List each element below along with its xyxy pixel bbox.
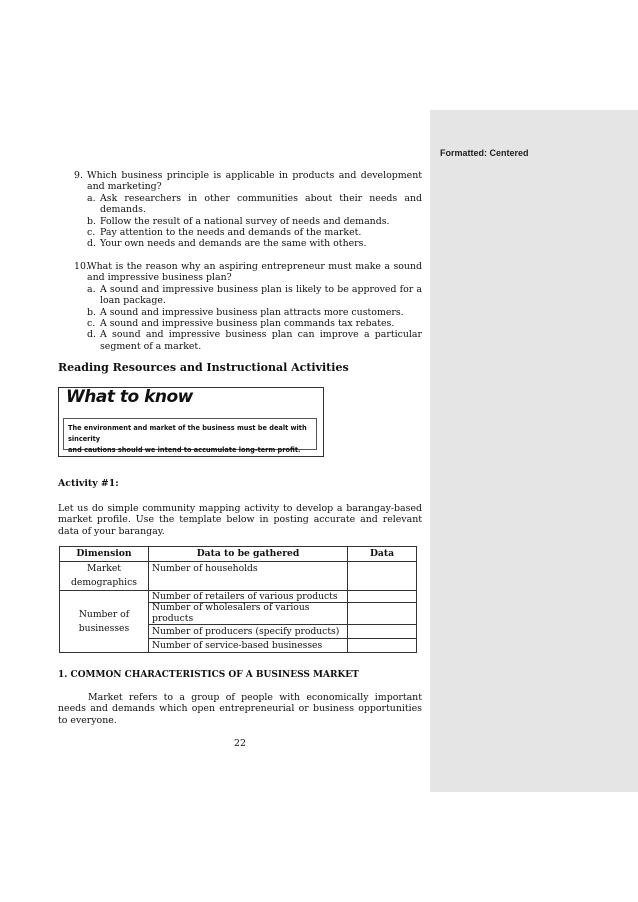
option-b: b. Follow the result of a national survey of needs and demands. [87,215,390,227]
data-cell: Number of producers (specify products) [149,625,348,639]
data-entry-cell[interactable] [348,562,417,591]
section-1-text: Market refers to a group of people with economically important needs and demands which open entrepreneurial or business opportunities to everyone. [58,692,422,726]
data-entry-cell[interactable] [348,625,417,639]
formatted-comment[interactable]: Formatted: Centered [440,148,529,158]
option-a: a. A sound and impressive business plan is likely to be approved for a loan package. [87,283,422,307]
comment-margin [430,110,638,792]
option-c: c. A sound and impressive business plan commands tax rebates. [87,318,395,330]
table-row [60,591,417,603]
data-table [59,546,417,653]
option-b: b. A sound and impressive business plan attracts more customers. [87,306,404,318]
table-header: Data [348,547,417,562]
data-entry-cell[interactable] [348,603,417,625]
activity-text: Let us do simple community mapping activity to develop a barangay-based market profile. Use the template below in posting accurate and relevant data of your barangay. [58,503,422,537]
data-cell: Number of wholesalers of various products [149,603,348,625]
section-heading: Reading Resources and Instructional Activities [58,361,349,374]
question-text: Which business principle is applicable in products and development and marketing? [87,170,422,193]
option-d: d. A sound and impressive business plan can improve a particular segment of a market. [87,329,422,352]
data-cell: Number of households [149,562,348,591]
what-to-know-text: The environment and market of the business must be dealt with sincerity and cautions should we intend to accumulate long-term profit. [63,418,317,450]
question-9 [74,170,422,250]
dimension-cell: Number of businesses [60,591,149,653]
activity-title: Activity #1: [58,478,119,489]
what-to-know-title: What to know [66,387,193,407]
table-row [60,562,417,591]
data-cell: Number of retailers of various products [149,591,348,603]
section-1-heading: 1. COMMON CHARACTERISTICS OF A BUSINESS MARKET [58,670,359,680]
page-number: 22 [234,738,246,749]
table-header-row [60,547,417,562]
question-number: 10. [74,261,89,272]
question-10 [74,261,422,352]
what-to-know-box [58,387,324,457]
option-a: a. Ask researchers in other communities about their needs and demands. [87,192,422,216]
dimension-cell: Market demographics [60,562,149,591]
data-cell: Number of service-based businesses [149,639,348,653]
question-text: What is the reason why an aspiring entrepreneur must make a sound and impressive business plan? [87,261,422,284]
data-entry-cell[interactable] [348,639,417,653]
table-header: Data to be gathered [149,547,348,562]
option-d: d. Your own needs and demands are the same with others. [87,238,367,250]
question-number: 9. [74,170,83,181]
data-entry-cell[interactable] [348,591,417,603]
option-c: c. Pay attention to the needs and demands of the market. [87,227,362,239]
table-header: Dimension [60,547,149,562]
